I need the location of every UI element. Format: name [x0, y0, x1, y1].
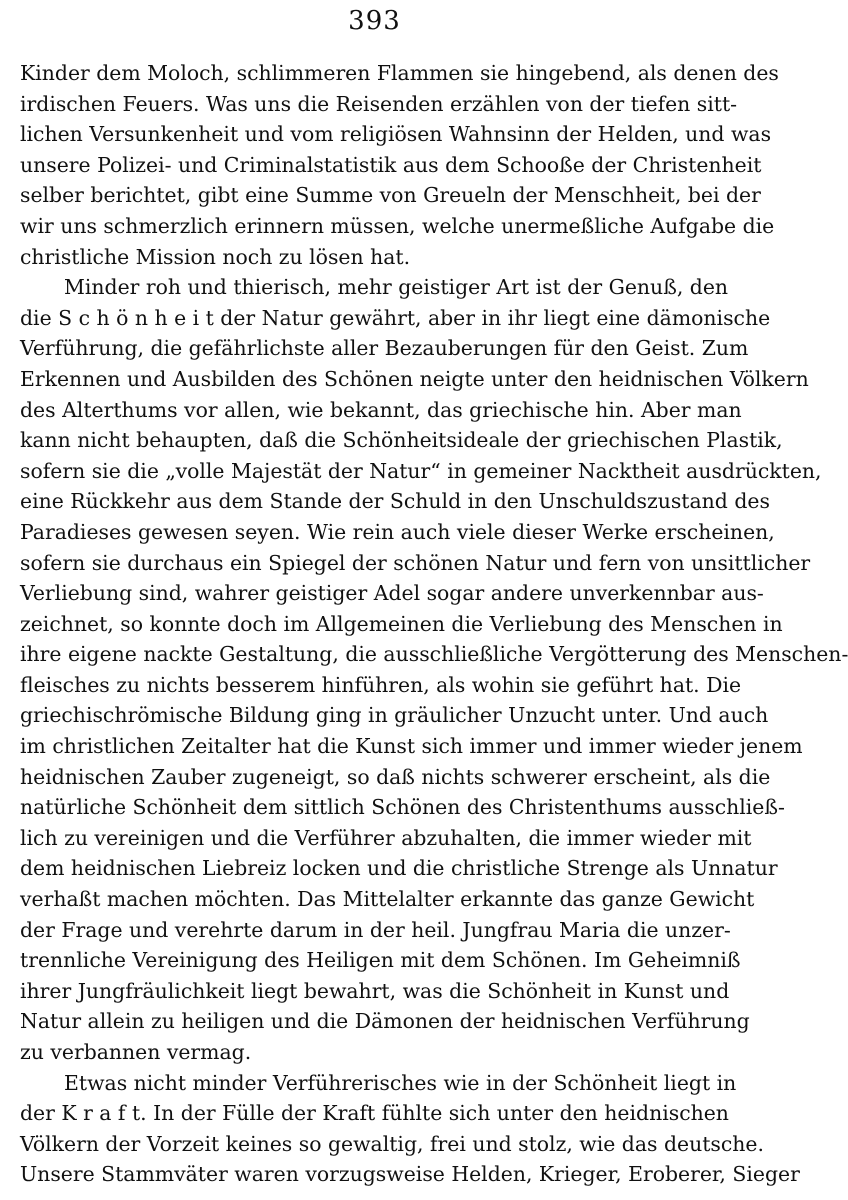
text-line: verhaßt machen möchten. Das Mittelalter erkannte das ganze Gewicht	[20, 887, 755, 912]
text-line: Natur allein zu heiligen und die Dämonen der heidnischen Verführung	[20, 1009, 750, 1034]
text-line: selber berichtet, gibt eine Summe von Greueln der Menschheit, bei der	[20, 183, 761, 208]
text-line: Verliebung sind, wahrer geistiger Adel sogar andere unverkennbar aus-	[20, 581, 764, 606]
text-line: ihre eigene nackte Gestaltung, die ausschließliche Vergötterung des Menschen-	[20, 642, 848, 667]
paragraph	[20, 1068, 800, 1190]
page-number: 393	[348, 6, 401, 36]
text-line: der K r a f t. In der Fülle der Kraft fühlte sich unter den heidnischen	[20, 1101, 729, 1126]
text-line: kann nicht behaupten, daß die Schönheitsideale der griechischen Plastik,	[20, 428, 783, 453]
text-line: die S c h ö n h e i t der Natur gewährt, aber in ihr liegt eine dämonische	[20, 305, 771, 330]
text-line: christliche Mission noch zu lösen hat.	[20, 244, 411, 269]
text-line: zeichnet, so konnte doch im Allgemeinen die Verliebung des Menschen in	[20, 611, 783, 636]
text-line: trennliche Vereinigung des Heiligen mit dem Schönen. Im Geheimniß	[20, 948, 741, 973]
text-line: Erkennen und Ausbilden des Schönen neigte unter den heidnischen Völkern	[20, 366, 809, 391]
text-line: Völkern der Vorzeit keines so gewaltig, frei und stolz, wie das deutsche.	[20, 1131, 764, 1156]
text-line: sofern sie die „volle Majestät der Natur“ in gemeiner Nacktheit ausdrückten,	[20, 458, 822, 483]
text-line: natürliche Schönheit dem sittlich Schönen des Christenthums ausschließ-	[20, 795, 785, 820]
text-line: im christlichen Zeitalter hat die Kunst sich immer und immer wieder jenem	[20, 734, 803, 759]
paragraph	[20, 272, 848, 1067]
text-line: unsere Polizei- und Criminalstatistik aus dem Schooße der Christenheit	[20, 152, 762, 177]
text-line: lich zu vereinigen und die Verführer abzuhalten, die immer wieder mit	[20, 825, 752, 850]
text-line: ihrer Jungfräulichkeit liegt bewahrt, was die Schönheit in Kunst und	[20, 978, 730, 1003]
text-line: sofern sie durchaus ein Spiegel der schönen Natur und fern von unsittlicher	[20, 550, 811, 575]
text-line: der Frage und verehrte darum in der heil. Jungfrau Maria die unzer-	[20, 917, 731, 942]
text-line: des Alterthums vor allen, wie bekannt, das griechische hin. Aber man	[20, 397, 742, 422]
text-line: irdischen Feuers. Was uns die Reisenden erzählen von der tiefen sitt-	[20, 91, 738, 116]
text-line: heidnischen Zauber zugeneigt, so daß nichts schwerer erscheint, als die	[20, 764, 771, 789]
text-line: Paradieses gewesen seyen. Wie rein auch viele dieser Werke erscheinen,	[20, 519, 775, 544]
text-line: fleisches zu nichts besserem hinführen, als wohin sie geführt hat. Die	[20, 672, 742, 697]
body-text	[20, 58, 848, 1190]
text-line: lichen Versunkenheit und vom religiösen Wahnsinn der Helden, und was	[20, 122, 772, 147]
text-line: griechischrömische Bildung ging in gräulicher Unzucht unter. Und auch	[20, 703, 769, 728]
text-line: Verführung, die gefährlichste aller Bezauberungen für den Geist. Zum	[20, 336, 749, 361]
text-line: eine Rückkehr aus dem Stande der Schuld in den Unschuldszustand des	[20, 489, 770, 514]
text-line: dem heidnischen Liebreiz locken und die christliche Strenge als Unnatur	[20, 856, 778, 881]
text-line: wir uns schmerzlich erinnern müssen, welche unermeßliche Aufgabe die	[20, 213, 775, 238]
text-line: Etwas nicht minder Verführerisches wie in der Schönheit liegt in	[64, 1070, 737, 1095]
paragraph	[20, 58, 779, 272]
text-line: Unsere Stammväter waren vorzugsweise Helden, Krieger, Eroberer, Sieger	[20, 1162, 800, 1187]
text-line: Minder roh und thierisch, mehr geistiger Art ist der Genuß, den	[64, 275, 729, 300]
text-line: zu verbannen vermag.	[20, 1040, 252, 1064]
text-line: Kinder dem Moloch, schlimmeren Flammen sie hingebend, als denen des	[20, 61, 779, 85]
